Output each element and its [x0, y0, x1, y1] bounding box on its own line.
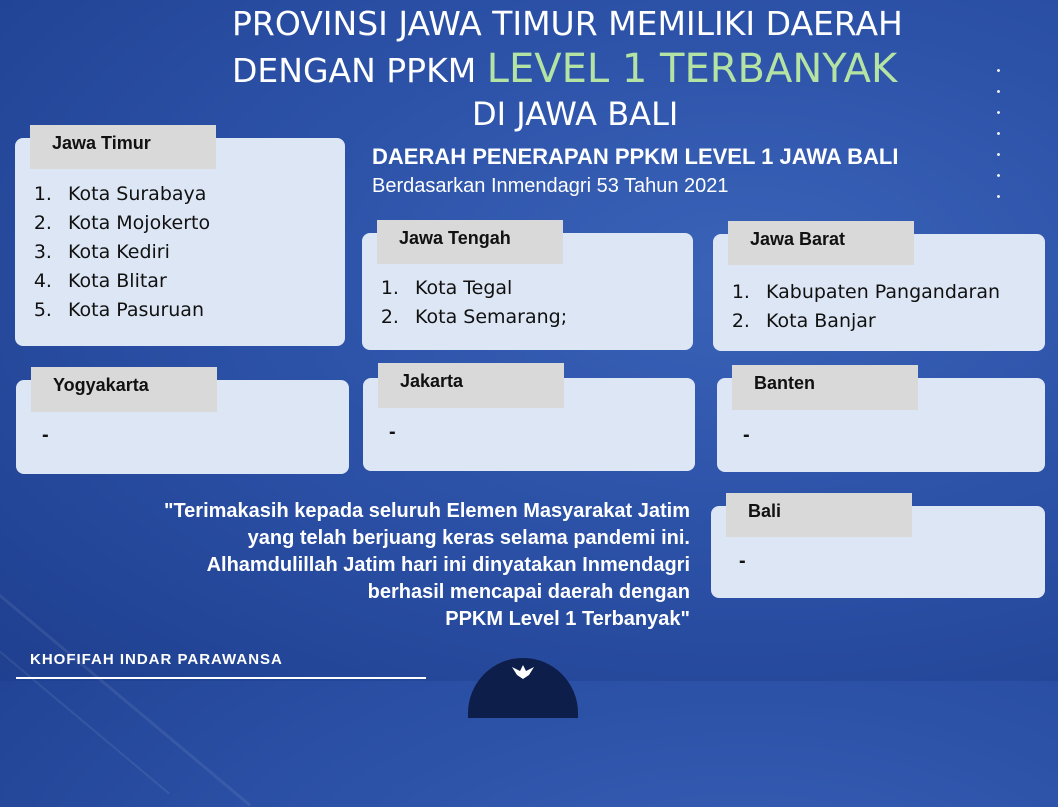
headline-line3: DI JAWA BALI	[472, 95, 679, 133]
region-name: Jawa Barat	[750, 229, 846, 249]
quote-line: PPKM Level 1 Terbanyak"	[445, 608, 690, 630]
region-list-jawa-tengah	[367, 274, 567, 332]
section-title: DAERAH PENERAPAN PPKM LEVEL 1 JAWA BALI	[372, 144, 899, 169]
list-item: 5. Kota Pasuruan	[58, 296, 210, 325]
region-tab-jawa-barat	[728, 221, 914, 265]
region-tab-banten	[732, 365, 918, 410]
quote-line: "Terimakasih kepada seluruh Elemen Masyarakat Jatim	[163, 500, 690, 522]
list-item: 2. Kota Banjar	[756, 307, 1000, 336]
headline-line1: PROVINSI JAWA TIMUR MEMILIKI DAERAH	[232, 4, 903, 43]
decorative-dots	[988, 60, 1018, 200]
region-name: Banten	[754, 373, 816, 393]
region-name: Bali	[748, 501, 782, 521]
list-item: 1. Kota Tegal	[405, 274, 567, 303]
region-list-jawa-timur	[20, 180, 210, 325]
garuda-icon	[510, 663, 536, 681]
list-item: 4. Kota Blitar	[58, 267, 210, 296]
divider	[16, 677, 426, 679]
list-item: 3. Kota Kediri	[58, 238, 210, 267]
region-value-jakarta: -	[389, 421, 396, 443]
quote-author: KHOFIFAH INDAR PARAWANSA	[30, 651, 283, 668]
region-tab-jawa-tengah	[377, 220, 563, 264]
list-item: 1. Kabupaten Pangandaran	[756, 278, 1000, 307]
region-tab-yogyakarta	[31, 367, 217, 412]
region-name: Jakarta	[400, 371, 464, 391]
region-name: Yogyakarta	[53, 375, 149, 395]
list-item: 1. Kota Surabaya	[58, 180, 210, 209]
section-subtitle: Berdasarkan Inmendagri 53 Tahun 2021	[372, 175, 729, 197]
region-name: Jawa Timur	[52, 133, 151, 153]
list-item: 2. Kota Mojokerto	[58, 209, 210, 238]
region-tab-bali	[726, 493, 912, 537]
quote-line: Alhamdulillah Jatim hari ini dinyatakan Inmendagri	[206, 554, 690, 576]
region-value-yogyakarta: -	[42, 424, 49, 446]
list-item: 2. Kota Semarang;	[405, 303, 567, 332]
region-name: Jawa Tengah	[399, 228, 511, 248]
region-list-jawa-barat	[718, 278, 1000, 336]
headline-line2	[232, 46, 897, 92]
quote	[30, 498, 690, 633]
region-tab-jakarta	[378, 363, 564, 408]
headline-line2-prefix: DENGAN PPKM	[232, 51, 487, 90]
region-value-banten: -	[743, 424, 750, 446]
region-value-bali: -	[739, 550, 746, 572]
quote-line: berhasil mencapai daerah dengan	[367, 581, 690, 603]
headline-accent: LEVEL 1 TERBANYAK	[486, 46, 898, 92]
region-tab-jawa-timur	[30, 125, 216, 169]
quote-line: yang telah berjuang keras selama pandemi ini.	[247, 527, 690, 549]
